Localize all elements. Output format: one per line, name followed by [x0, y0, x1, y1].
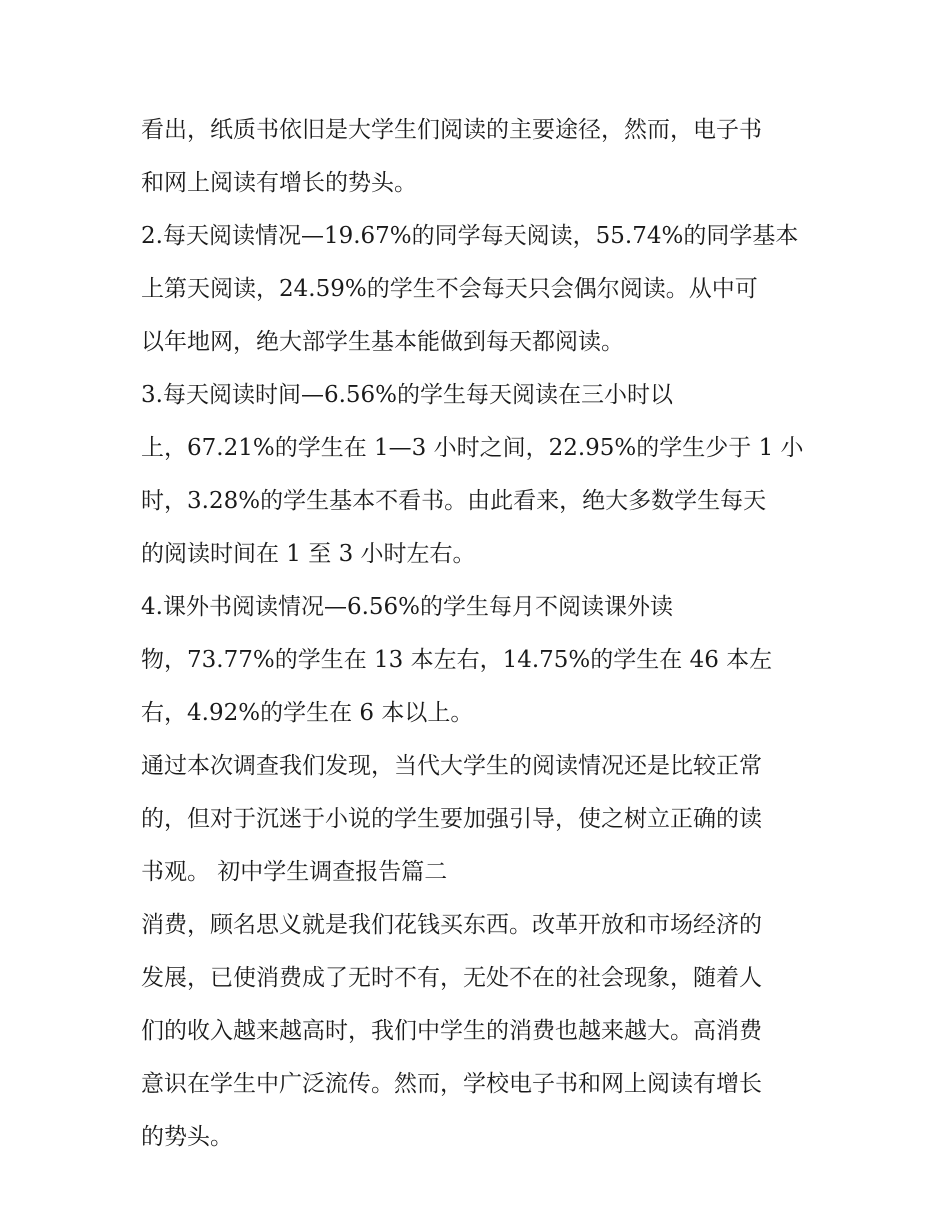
text-line: 的势头。 [141, 1124, 233, 1150]
text-line: 的阅读时间在 1 至 3 小时左右。 [141, 541, 476, 567]
text-line: 书观。 初中学生调查报告篇二 [141, 859, 448, 885]
text-line: 意识在学生中广泛流传。然而，学校电子书和网上阅读有增长 [141, 1071, 762, 1097]
text-line: 的，但对于沉迷于小说的学生要加强引导，使之树立正确的读 [141, 806, 762, 832]
text-line: 上，67.21%的学生在 1—3 小时之间，22.95%的学生少于 1 小 [141, 435, 804, 461]
text-line: 3.每天阅读时间—6.56%的学生每天阅读在三小时以 [141, 382, 674, 408]
text-line: 看出，纸质书依旧是大学生们阅读的主要途径，然而，电子书 [141, 117, 762, 143]
text-line: 2.每天阅读情况—19.67%的同学每天阅读，55.74%的同学基本 [141, 223, 799, 249]
text-line: 物，73.77%的学生在 13 本左右，14.75%的学生在 46 本左 [141, 647, 773, 673]
text-line: 们的收入越来越高时，我们中学生的消费也越来越大。高消费 [141, 1018, 762, 1044]
text-line: 发展，已使消费成了无时不有，无处不在的社会现象，随着人 [141, 965, 762, 991]
text-line: 右，4.92%的学生在 6 本以上。 [141, 700, 474, 726]
text-line: 时，3.28%的学生基本不看书。由此看来，绝大多数学生每天 [141, 488, 767, 514]
text-line: 上第天阅读，24.59%的学生不会每天只会偶尔阅读。从中可 [141, 276, 758, 302]
text-line: 消费，顾名思义就是我们花钱买东西。改革开放和市场经济的 [141, 912, 762, 938]
text-line: 以年地网，绝大部学生基本能做到每天都阅读。 [141, 329, 624, 355]
text-line: 4.课外书阅读情况—6.56%的学生每月不阅读课外读 [141, 594, 674, 620]
document-body [141, 104, 821, 1164]
text-line: 和网上阅读有增长的势头。 [141, 170, 417, 196]
text-line: 通过本次调查我们发现，当代大学生的阅读情况还是比较正常 [141, 753, 762, 779]
